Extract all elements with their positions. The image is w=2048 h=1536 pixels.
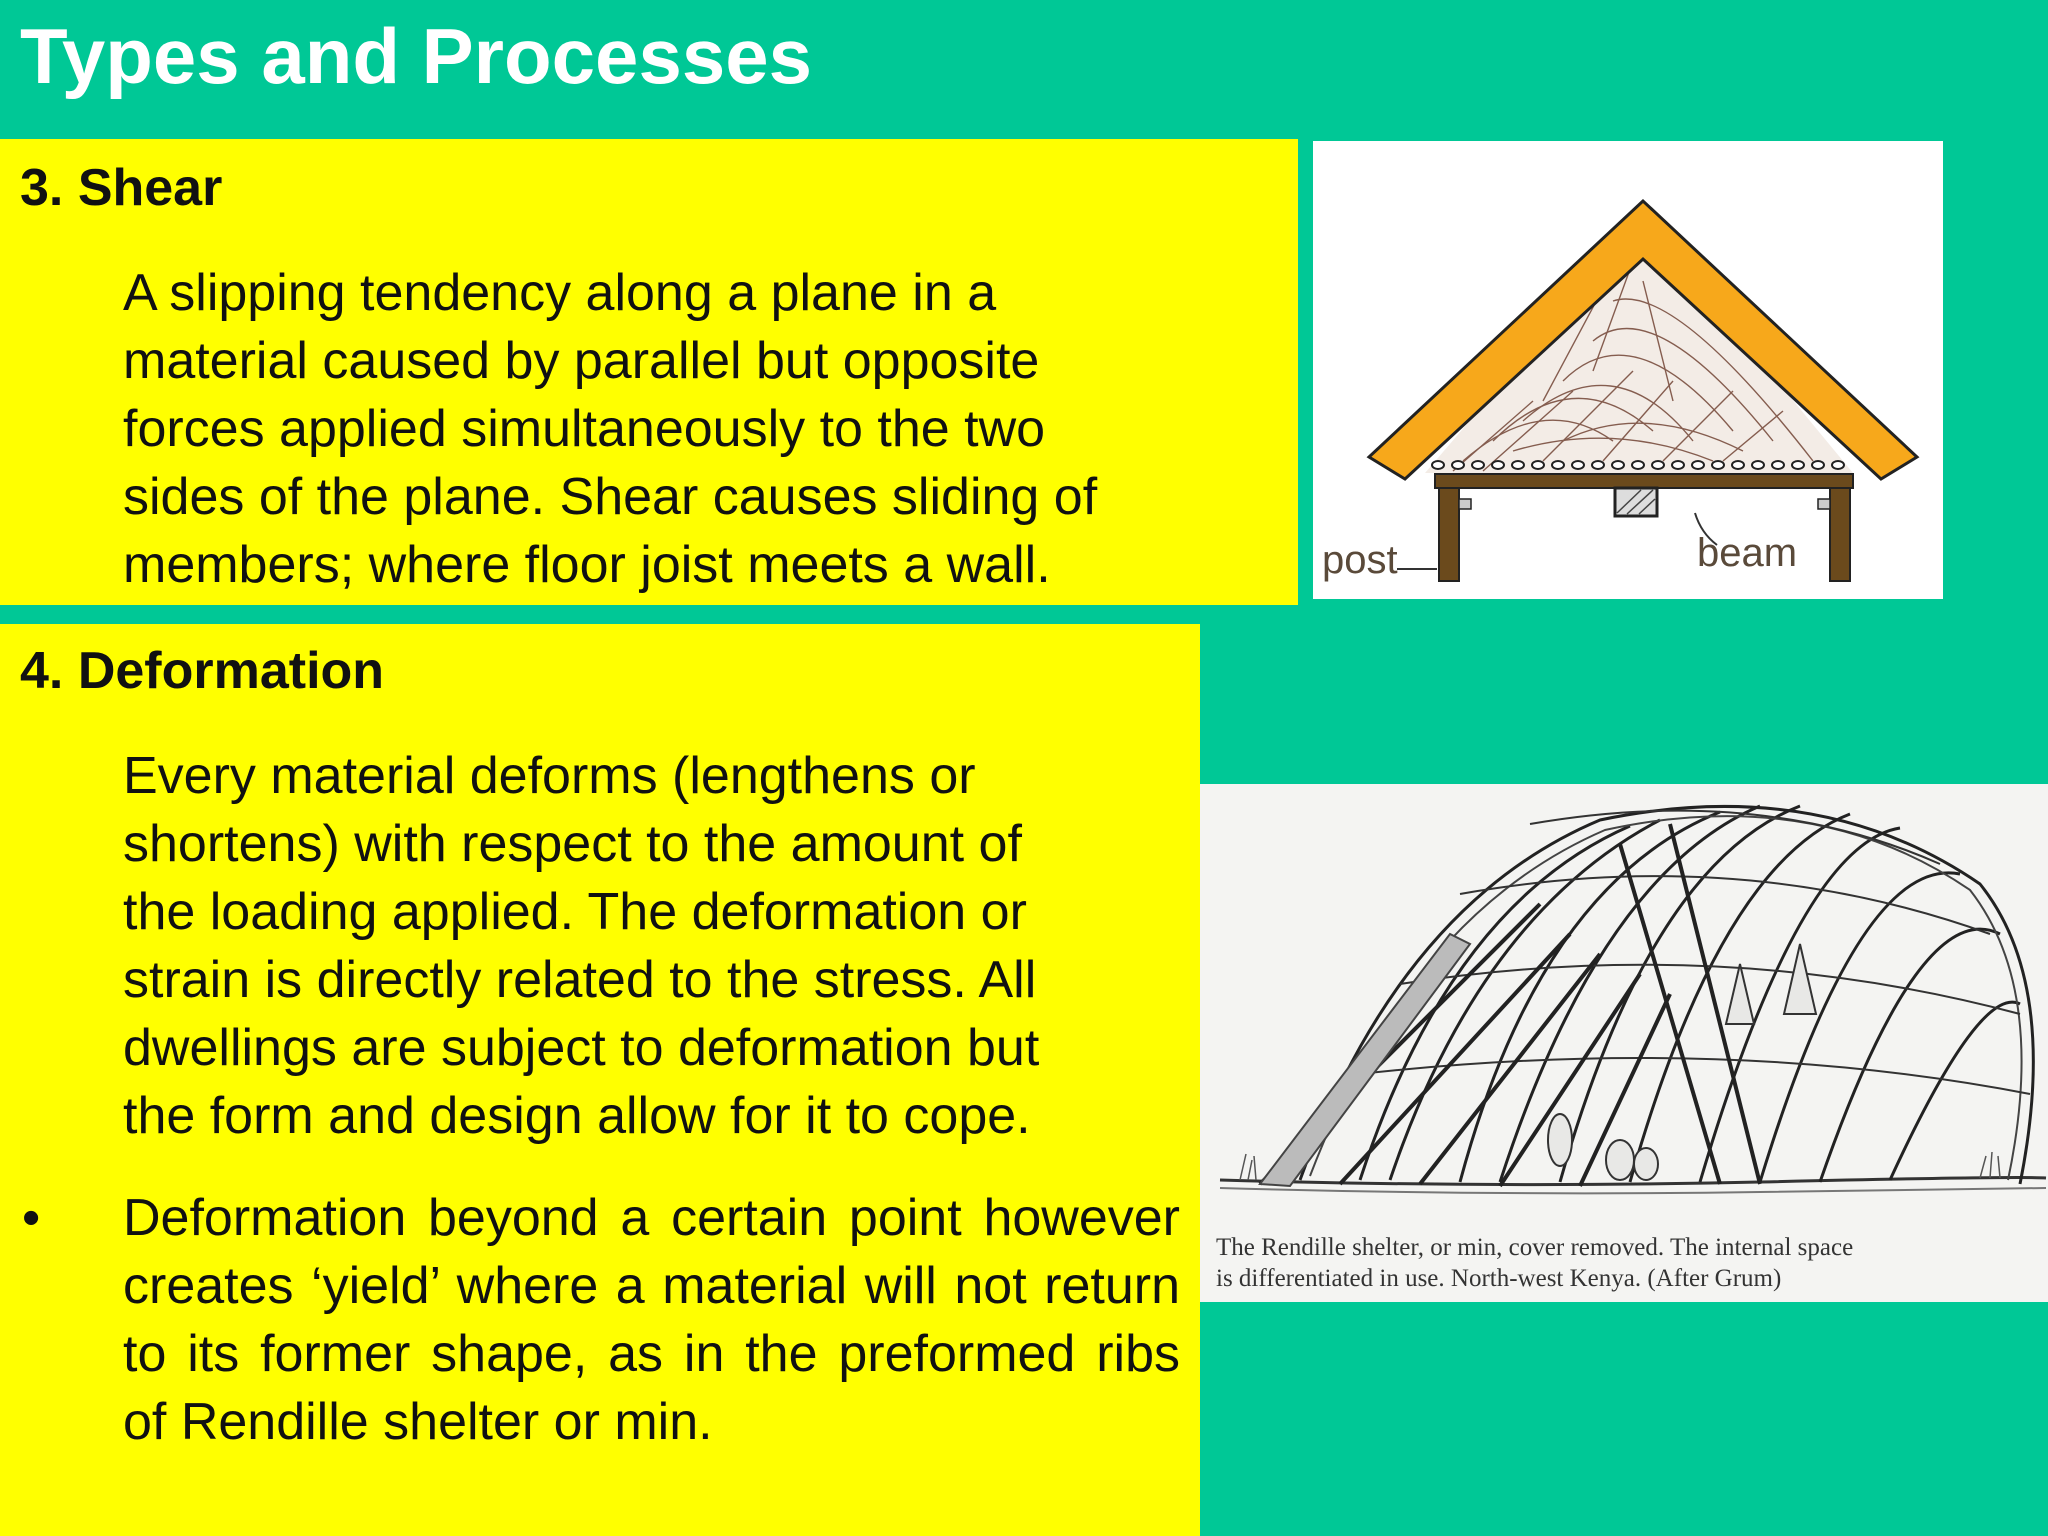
deformation-heading: 4. Deformation bbox=[20, 642, 385, 700]
deformation-line: strain is directly related to the stress. All bbox=[123, 951, 1037, 1009]
roof-diagram bbox=[1313, 141, 1943, 599]
shear-line: sides of the plane. Shear causes sliding of bbox=[123, 468, 1098, 526]
shear-line: material caused by parallel but opposite bbox=[123, 332, 1040, 390]
deformation-paragraph bbox=[123, 742, 1039, 1150]
post-label: post bbox=[1322, 538, 1398, 582]
slide-title: Types and Processes bbox=[20, 12, 812, 100]
shelter-sketch bbox=[1200, 784, 2048, 1224]
shear-line: members; where floor joist meets a wall. bbox=[123, 536, 1051, 594]
shear-heading: 3. Shear bbox=[20, 159, 223, 217]
deformation-bullet-text: Deformation beyond a certain point however creates ‘yield’ where a material will not return to its former shape, as in the preformed ribs of Rendille shelter or min. bbox=[123, 1189, 1180, 1451]
deformation-text-box bbox=[0, 624, 1200, 1536]
caption-line-2: is differentiated in use. North-west Kenya. (After Grum) bbox=[1216, 1265, 1782, 1292]
shear-paragraph bbox=[123, 259, 1097, 599]
shear-line: forces applied simultaneously to the two bbox=[123, 400, 1046, 458]
deformation-line: Every material deforms (lengthens or bbox=[123, 747, 976, 805]
deformation-line: dwellings are subject to deformation but bbox=[123, 1019, 1040, 1077]
deformation-line: shortens) with respect to the amount of bbox=[123, 815, 1022, 873]
shear-line: A slipping tendency along a plane in a bbox=[123, 264, 997, 322]
shelter-caption bbox=[1216, 1232, 2036, 1294]
deformation-line: the loading applied. The deformation or bbox=[123, 883, 1027, 941]
deformation-line: the form and design allow for it to cope. bbox=[123, 1087, 1031, 1145]
shear-text-box bbox=[0, 139, 1298, 605]
bullet-marker: • bbox=[22, 1189, 41, 1247]
caption-line-1: The Rendille shelter, or min, cover removed. The internal space bbox=[1216, 1234, 1854, 1261]
rendille-shelter-image bbox=[1200, 784, 2048, 1302]
beam-label: beam bbox=[1697, 531, 1798, 575]
roof-diagram-image bbox=[1313, 141, 1943, 599]
